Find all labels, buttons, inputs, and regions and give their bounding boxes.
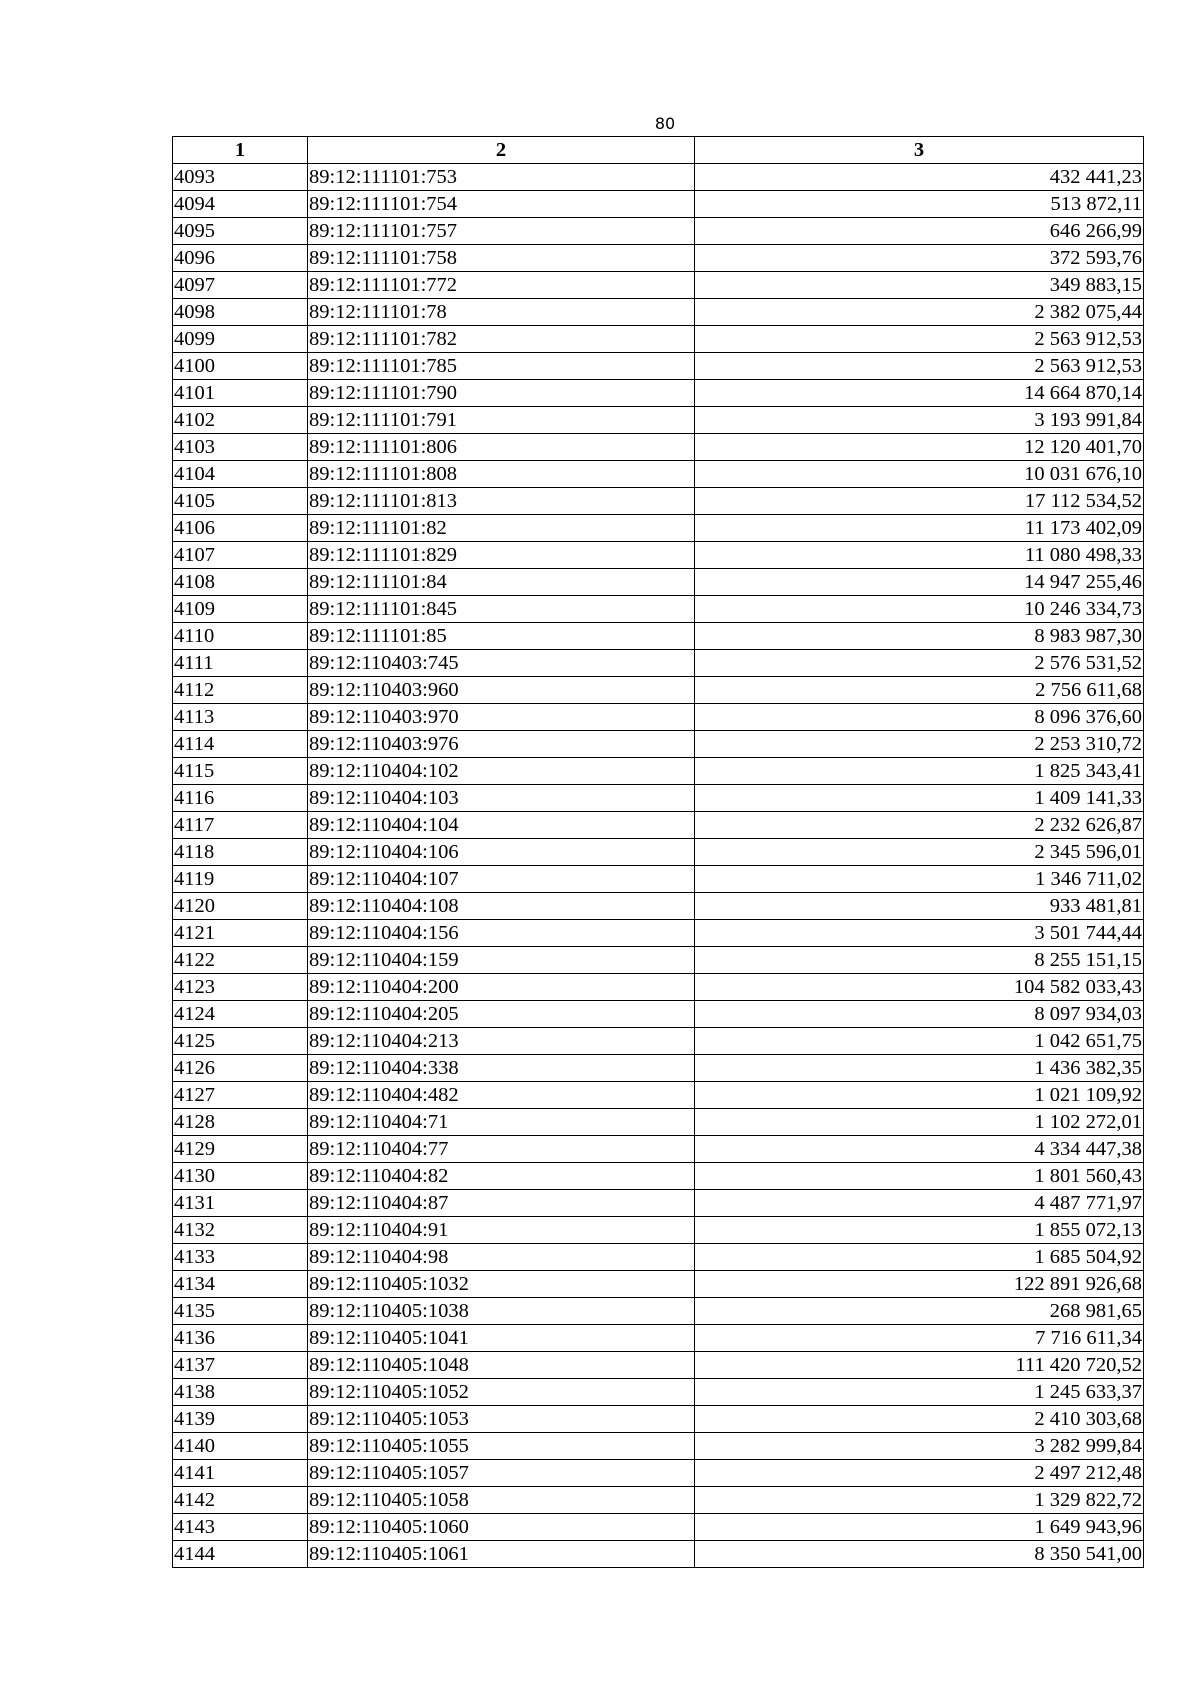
row-number-cell: 4124 bbox=[173, 1001, 308, 1028]
table-row bbox=[173, 623, 1144, 650]
row-number-cell: 4134 bbox=[173, 1271, 308, 1298]
cadastral-number-cell: 89:12:111101:790 bbox=[308, 380, 695, 407]
table-row bbox=[173, 245, 1144, 272]
cadastral-number-cell: 89:12:111101:782 bbox=[308, 326, 695, 353]
cadastral-number-cell: 89:12:110405:1032 bbox=[308, 1271, 695, 1298]
row-number-cell: 4122 bbox=[173, 947, 308, 974]
value-cell: 1 649 943,96 bbox=[695, 1514, 1144, 1541]
cadastral-number-cell: 89:12:110405:1057 bbox=[308, 1460, 695, 1487]
value-cell: 1 855 072,13 bbox=[695, 1217, 1144, 1244]
value-cell: 513 872,11 bbox=[695, 191, 1144, 218]
row-number-cell: 4143 bbox=[173, 1514, 308, 1541]
row-number-cell: 4137 bbox=[173, 1352, 308, 1379]
value-cell: 122 891 926,68 bbox=[695, 1271, 1144, 1298]
row-number-cell: 4119 bbox=[173, 866, 308, 893]
row-number-cell: 4126 bbox=[173, 1055, 308, 1082]
row-number-cell: 4133 bbox=[173, 1244, 308, 1271]
table-row bbox=[173, 1379, 1144, 1406]
row-number-cell: 4095 bbox=[173, 218, 308, 245]
cadastral-number-cell: 89:12:110403:960 bbox=[308, 677, 695, 704]
row-number-cell: 4125 bbox=[173, 1028, 308, 1055]
cadastral-number-cell: 89:12:111101:85 bbox=[308, 623, 695, 650]
cadastral-number-cell: 89:12:110405:1055 bbox=[308, 1433, 695, 1460]
row-number-cell: 4128 bbox=[173, 1109, 308, 1136]
row-number-cell: 4130 bbox=[173, 1163, 308, 1190]
table-body bbox=[173, 164, 1144, 1568]
cadastral-number-cell: 89:12:110404:103 bbox=[308, 785, 695, 812]
cadastral-number-cell: 89:12:110403:745 bbox=[308, 650, 695, 677]
row-number-cell: 4102 bbox=[173, 407, 308, 434]
table-row bbox=[173, 1082, 1144, 1109]
column-header-2: 2 bbox=[308, 137, 695, 164]
row-number-cell: 4108 bbox=[173, 569, 308, 596]
cadastral-number-cell: 89:12:110405:1053 bbox=[308, 1406, 695, 1433]
value-cell: 4 334 447,38 bbox=[695, 1136, 1144, 1163]
row-number-cell: 4121 bbox=[173, 920, 308, 947]
table-row bbox=[173, 1271, 1144, 1298]
table-row bbox=[173, 164, 1144, 191]
table-row bbox=[173, 515, 1144, 542]
table-row bbox=[173, 596, 1144, 623]
row-number-cell: 4103 bbox=[173, 434, 308, 461]
value-cell: 14 947 255,46 bbox=[695, 569, 1144, 596]
value-cell: 104 582 033,43 bbox=[695, 974, 1144, 1001]
value-cell: 933 481,81 bbox=[695, 893, 1144, 920]
row-number-cell: 4135 bbox=[173, 1298, 308, 1325]
row-number-cell: 4114 bbox=[173, 731, 308, 758]
cadastral-number-cell: 89:12:110405:1058 bbox=[308, 1487, 695, 1514]
row-number-cell: 4116 bbox=[173, 785, 308, 812]
cadastral-number-cell: 89:12:111101:78 bbox=[308, 299, 695, 326]
value-cell: 7 716 611,34 bbox=[695, 1325, 1144, 1352]
cadastral-number-cell: 89:12:110404:205 bbox=[308, 1001, 695, 1028]
column-header-1: 1 bbox=[173, 137, 308, 164]
cadastral-number-cell: 89:12:111101:785 bbox=[308, 353, 695, 380]
table-row bbox=[173, 1487, 1144, 1514]
row-number-cell: 4141 bbox=[173, 1460, 308, 1487]
cadastral-number-cell: 89:12:110405:1048 bbox=[308, 1352, 695, 1379]
table-row bbox=[173, 434, 1144, 461]
table-row bbox=[173, 1298, 1144, 1325]
value-cell: 3 282 999,84 bbox=[695, 1433, 1144, 1460]
row-number-cell: 4107 bbox=[173, 542, 308, 569]
value-cell: 1 409 141,33 bbox=[695, 785, 1144, 812]
value-cell: 111 420 720,52 bbox=[695, 1352, 1144, 1379]
cadastral-number-cell: 89:12:111101:772 bbox=[308, 272, 695, 299]
value-cell: 1 436 382,35 bbox=[695, 1055, 1144, 1082]
table-row bbox=[173, 1109, 1144, 1136]
cadastral-number-cell: 89:12:110404:107 bbox=[308, 866, 695, 893]
table-row bbox=[173, 569, 1144, 596]
cadastral-number-cell: 89:12:110404:71 bbox=[308, 1109, 695, 1136]
cadastral-number-cell: 89:12:111101:754 bbox=[308, 191, 695, 218]
cadastral-number-cell: 89:12:110404:82 bbox=[308, 1163, 695, 1190]
cadastral-number-cell: 89:12:111101:845 bbox=[308, 596, 695, 623]
cadastral-number-cell: 89:12:110404:98 bbox=[308, 1244, 695, 1271]
cadastral-number-cell: 89:12:110404:482 bbox=[308, 1082, 695, 1109]
table-row bbox=[173, 542, 1144, 569]
page-number: 80 bbox=[654, 114, 676, 133]
value-cell: 1 801 560,43 bbox=[695, 1163, 1144, 1190]
cadastral-number-cell: 89:12:110403:970 bbox=[308, 704, 695, 731]
table-row bbox=[173, 407, 1144, 434]
table-row bbox=[173, 218, 1144, 245]
value-cell: 1 685 504,92 bbox=[695, 1244, 1144, 1271]
cadastral-number-cell: 89:12:110404:102 bbox=[308, 758, 695, 785]
table-row bbox=[173, 326, 1144, 353]
table-row bbox=[173, 893, 1144, 920]
row-number-cell: 4115 bbox=[173, 758, 308, 785]
row-number-cell: 4139 bbox=[173, 1406, 308, 1433]
row-number-cell: 4131 bbox=[173, 1190, 308, 1217]
cadastral-number-cell: 89:12:111101:791 bbox=[308, 407, 695, 434]
value-cell: 2 253 310,72 bbox=[695, 731, 1144, 758]
cadastral-number-cell: 89:12:110405:1052 bbox=[308, 1379, 695, 1406]
value-cell: 349 883,15 bbox=[695, 272, 1144, 299]
table-row bbox=[173, 839, 1144, 866]
cadastral-number-cell: 89:12:111101:82 bbox=[308, 515, 695, 542]
value-cell: 2 382 075,44 bbox=[695, 299, 1144, 326]
value-cell: 268 981,65 bbox=[695, 1298, 1144, 1325]
row-number-cell: 4112 bbox=[173, 677, 308, 704]
table-row bbox=[173, 299, 1144, 326]
table-row bbox=[173, 1163, 1144, 1190]
value-cell: 432 441,23 bbox=[695, 164, 1144, 191]
cadastral-number-cell: 89:12:111101:808 bbox=[308, 461, 695, 488]
value-cell: 372 593,76 bbox=[695, 245, 1144, 272]
value-cell: 10 031 676,10 bbox=[695, 461, 1144, 488]
table-row bbox=[173, 1433, 1144, 1460]
value-cell: 8 096 376,60 bbox=[695, 704, 1144, 731]
table-row bbox=[173, 947, 1144, 974]
cadastral-number-cell: 89:12:110404:91 bbox=[308, 1217, 695, 1244]
row-number-cell: 4097 bbox=[173, 272, 308, 299]
row-number-cell: 4105 bbox=[173, 488, 308, 515]
cadastral-number-cell: 89:12:111101:753 bbox=[308, 164, 695, 191]
table-row bbox=[173, 866, 1144, 893]
row-number-cell: 4093 bbox=[173, 164, 308, 191]
cadastral-number-cell: 89:12:110403:976 bbox=[308, 731, 695, 758]
value-cell: 11 173 402,09 bbox=[695, 515, 1144, 542]
value-cell: 8 255 151,15 bbox=[695, 947, 1144, 974]
value-cell: 2 232 626,87 bbox=[695, 812, 1144, 839]
cadastral-number-cell: 89:12:110404:156 bbox=[308, 920, 695, 947]
cadastral-number-cell: 89:12:110404:104 bbox=[308, 812, 695, 839]
table-row bbox=[173, 461, 1144, 488]
value-cell: 8 983 987,30 bbox=[695, 623, 1144, 650]
row-number-cell: 4106 bbox=[173, 515, 308, 542]
table-row bbox=[173, 920, 1144, 947]
table-row bbox=[173, 1055, 1144, 1082]
row-number-cell: 4094 bbox=[173, 191, 308, 218]
cadastral-number-cell: 89:12:110404:108 bbox=[308, 893, 695, 920]
value-cell: 1 042 651,75 bbox=[695, 1028, 1144, 1055]
value-cell: 2 563 912,53 bbox=[695, 353, 1144, 380]
row-number-cell: 4111 bbox=[173, 650, 308, 677]
value-cell: 2 345 596,01 bbox=[695, 839, 1144, 866]
cadastral-number-cell: 89:12:110405:1061 bbox=[308, 1541, 695, 1568]
row-number-cell: 4120 bbox=[173, 893, 308, 920]
table-row bbox=[173, 1325, 1144, 1352]
row-number-cell: 4127 bbox=[173, 1082, 308, 1109]
table-row bbox=[173, 758, 1144, 785]
value-cell: 1 245 633,37 bbox=[695, 1379, 1144, 1406]
row-number-cell: 4117 bbox=[173, 812, 308, 839]
value-cell: 646 266,99 bbox=[695, 218, 1144, 245]
table-row bbox=[173, 380, 1144, 407]
value-cell: 1 346 711,02 bbox=[695, 866, 1144, 893]
value-cell: 11 080 498,33 bbox=[695, 542, 1144, 569]
value-cell: 8 097 934,03 bbox=[695, 1001, 1144, 1028]
cadastral-number-cell: 89:12:110404:77 bbox=[308, 1136, 695, 1163]
cadastral-number-cell: 89:12:111101:758 bbox=[308, 245, 695, 272]
value-cell: 4 487 771,97 bbox=[695, 1190, 1144, 1217]
data-table bbox=[172, 136, 1144, 1568]
value-cell: 2 497 212,48 bbox=[695, 1460, 1144, 1487]
cadastral-number-cell: 89:12:110404:338 bbox=[308, 1055, 695, 1082]
value-cell: 3 501 744,44 bbox=[695, 920, 1144, 947]
row-number-cell: 4123 bbox=[173, 974, 308, 1001]
row-number-cell: 4118 bbox=[173, 839, 308, 866]
value-cell: 1 825 343,41 bbox=[695, 758, 1144, 785]
table-row bbox=[173, 488, 1144, 515]
row-number-cell: 4098 bbox=[173, 299, 308, 326]
column-header-3: 3 bbox=[695, 137, 1144, 164]
table-row bbox=[173, 812, 1144, 839]
cadastral-number-cell: 89:12:110404:87 bbox=[308, 1190, 695, 1217]
cadastral-number-cell: 89:12:111101:757 bbox=[308, 218, 695, 245]
cadastral-number-cell: 89:12:110404:106 bbox=[308, 839, 695, 866]
row-number-cell: 4140 bbox=[173, 1433, 308, 1460]
cadastral-number-cell: 89:12:110404:159 bbox=[308, 947, 695, 974]
value-cell: 2 563 912,53 bbox=[695, 326, 1144, 353]
cadastral-number-cell: 89:12:110405:1060 bbox=[308, 1514, 695, 1541]
cadastral-number-cell: 89:12:111101:829 bbox=[308, 542, 695, 569]
value-cell: 2 410 303,68 bbox=[695, 1406, 1144, 1433]
row-number-cell: 4129 bbox=[173, 1136, 308, 1163]
table-row bbox=[173, 1352, 1144, 1379]
table-row bbox=[173, 1541, 1144, 1568]
table-row bbox=[173, 272, 1144, 299]
table-row bbox=[173, 650, 1144, 677]
cadastral-number-cell: 89:12:110405:1041 bbox=[308, 1325, 695, 1352]
cadastral-number-cell: 89:12:110404:200 bbox=[308, 974, 695, 1001]
row-number-cell: 4113 bbox=[173, 704, 308, 731]
cadastral-number-cell: 89:12:111101:806 bbox=[308, 434, 695, 461]
row-number-cell: 4104 bbox=[173, 461, 308, 488]
value-cell: 8 350 541,00 bbox=[695, 1541, 1144, 1568]
row-number-cell: 4096 bbox=[173, 245, 308, 272]
row-number-cell: 4109 bbox=[173, 596, 308, 623]
cadastral-number-cell: 89:12:111101:84 bbox=[308, 569, 695, 596]
row-number-cell: 4110 bbox=[173, 623, 308, 650]
table-row bbox=[173, 353, 1144, 380]
row-number-cell: 4142 bbox=[173, 1487, 308, 1514]
row-number-cell: 4101 bbox=[173, 380, 308, 407]
value-cell: 12 120 401,70 bbox=[695, 434, 1144, 461]
row-number-cell: 4132 bbox=[173, 1217, 308, 1244]
value-cell: 1 329 822,72 bbox=[695, 1487, 1144, 1514]
row-number-cell: 4138 bbox=[173, 1379, 308, 1406]
table-row bbox=[173, 1217, 1144, 1244]
row-number-cell: 4136 bbox=[173, 1325, 308, 1352]
table-row bbox=[173, 1244, 1144, 1271]
table-row bbox=[173, 1460, 1144, 1487]
table-row bbox=[173, 974, 1144, 1001]
table-row bbox=[173, 1136, 1144, 1163]
table-header-row bbox=[173, 137, 1144, 164]
table-row bbox=[173, 731, 1144, 758]
value-cell: 2 756 611,68 bbox=[695, 677, 1144, 704]
cadastral-number-cell: 89:12:110405:1038 bbox=[308, 1298, 695, 1325]
table-row bbox=[173, 677, 1144, 704]
row-number-cell: 4144 bbox=[173, 1541, 308, 1568]
cadastral-number-cell: 89:12:111101:813 bbox=[308, 488, 695, 515]
value-cell: 10 246 334,73 bbox=[695, 596, 1144, 623]
table-row bbox=[173, 191, 1144, 218]
table-row bbox=[173, 1028, 1144, 1055]
cadastral-number-cell: 89:12:110404:213 bbox=[308, 1028, 695, 1055]
table-row bbox=[173, 704, 1144, 731]
table-row bbox=[173, 785, 1144, 812]
row-number-cell: 4100 bbox=[173, 353, 308, 380]
value-cell: 3 193 991,84 bbox=[695, 407, 1144, 434]
table-row bbox=[173, 1406, 1144, 1433]
value-cell: 14 664 870,14 bbox=[695, 380, 1144, 407]
table-row bbox=[173, 1514, 1144, 1541]
value-cell: 17 112 534,52 bbox=[695, 488, 1144, 515]
value-cell: 1 102 272,01 bbox=[695, 1109, 1144, 1136]
table-row bbox=[173, 1190, 1144, 1217]
value-cell: 2 576 531,52 bbox=[695, 650, 1144, 677]
row-number-cell: 4099 bbox=[173, 326, 308, 353]
value-cell: 1 021 109,92 bbox=[695, 1082, 1144, 1109]
table-row bbox=[173, 1001, 1144, 1028]
